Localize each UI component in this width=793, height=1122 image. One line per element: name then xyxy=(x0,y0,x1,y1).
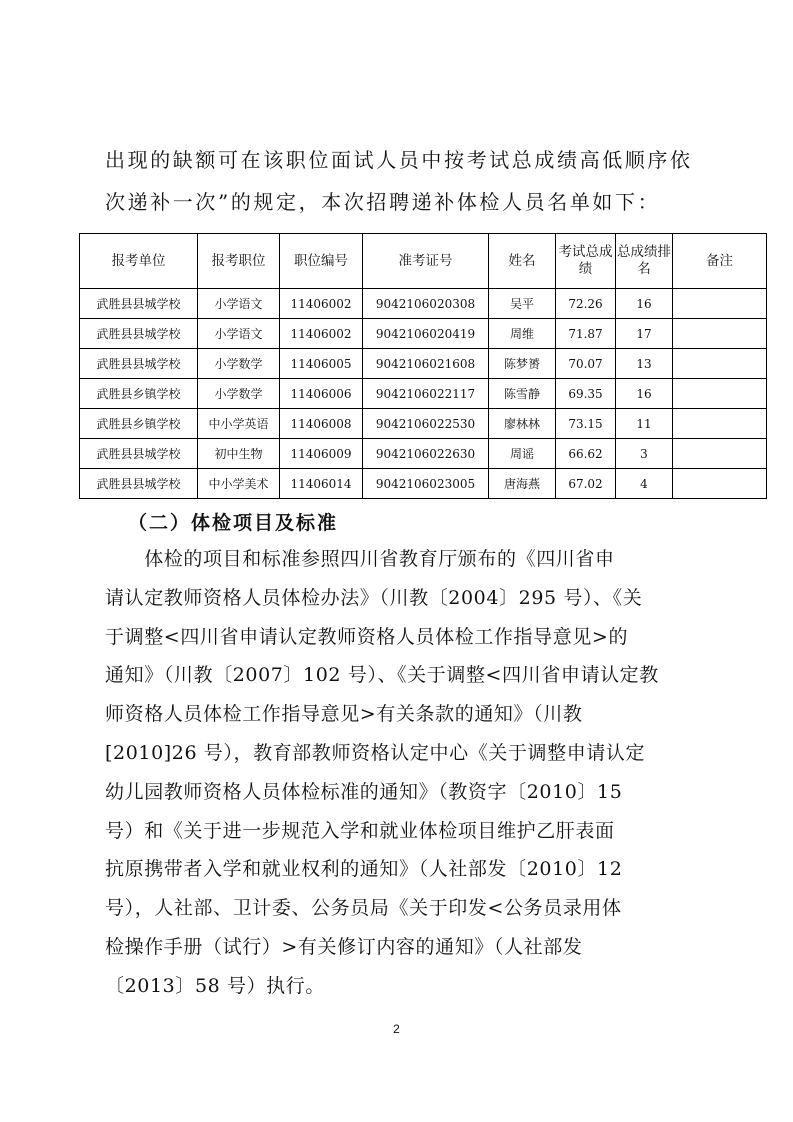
table-cell xyxy=(673,409,767,439)
table-cell: 武胜县乡镇学校 xyxy=(80,409,198,439)
table-cell: 11406002 xyxy=(280,289,363,319)
table-row xyxy=(80,469,767,499)
body-line: 抗原携带者入学和就业权利的通知》（人社部发〔2010〕12 xyxy=(105,858,623,881)
section-heading: （二）体检项目及标准 xyxy=(128,512,339,534)
table-cell: 初中生物 xyxy=(198,439,280,469)
table-cell: 9042106022630 xyxy=(363,439,489,469)
table-cell: 71.87 xyxy=(556,319,616,349)
table-cell: 武胜县县城学校 xyxy=(80,349,198,379)
table-cell: 陈梦赟 xyxy=(489,349,556,379)
body-paragraph xyxy=(105,540,725,1006)
table-cell: 武胜县县城学校 xyxy=(80,439,198,469)
table-cell: 吴平 xyxy=(489,289,556,319)
table-cell: 11406009 xyxy=(280,439,363,469)
table-cell: 11406002 xyxy=(280,319,363,349)
table-cell xyxy=(673,319,767,349)
table-cell: 11406008 xyxy=(280,409,363,439)
body-line: 号），人社部、卫计委、公务员局《关于印发<公务员录用体 xyxy=(105,897,622,920)
table-cell: 9042106021608 xyxy=(363,349,489,379)
header-cell: 准考证号 xyxy=(363,234,489,289)
table-row xyxy=(80,379,767,409)
table-cell xyxy=(673,439,767,469)
table-cell: 67.02 xyxy=(556,469,616,499)
table-cell: 17 xyxy=(616,319,673,349)
table-cell: 73.15 xyxy=(556,409,616,439)
table-cell: 70.07 xyxy=(556,349,616,379)
header-cell: 考试总成绩 xyxy=(556,234,616,289)
body-line: [2010]26 号），教育部教师资格认定中心《关于调整申请认定 xyxy=(105,741,646,764)
table-cell: 16 xyxy=(616,289,673,319)
table-row xyxy=(80,319,767,349)
table-cell: 唐海燕 xyxy=(489,469,556,499)
table-cell: 中小学美术 xyxy=(198,469,280,499)
body-line: 于调整<四川省申请认定教师资格人员体检工作指导意见>的 xyxy=(105,625,629,648)
table-cell: 66.62 xyxy=(556,439,616,469)
table-cell: 9042106022117 xyxy=(363,379,489,409)
table-cell: 小学语文 xyxy=(198,319,280,349)
table-cell: 11406006 xyxy=(280,379,363,409)
table-cell: 小学数学 xyxy=(198,349,280,379)
intro-line-2: 次递补一次”的规定，本次招聘递补体检人员名单如下： xyxy=(105,190,661,214)
body-line: 请认定教师资格人员体检办法》（川教〔2004〕295 号）、《关 xyxy=(105,586,643,609)
header-cell: 报考单位 xyxy=(80,234,198,289)
page-number: 2 xyxy=(393,1022,400,1036)
body-line: 体检的项目和标准参照四川省教育厅颁布的《四川省申 xyxy=(105,548,615,570)
table-cell: 小学语文 xyxy=(198,289,280,319)
supplementary-roster-table xyxy=(79,233,767,499)
table-cell: 11406014 xyxy=(280,469,363,499)
table-row xyxy=(80,439,767,469)
table-cell: 4 xyxy=(616,469,673,499)
header-cell: 职位编号 xyxy=(280,234,363,289)
body-line: 通知》（川教〔2007〕102 号）、《关于调整<四川省申请认定教 xyxy=(105,664,659,687)
header-cell: 备注 xyxy=(673,234,767,289)
body-line: 检操作手册（试行）>有关修订内容的通知》（人社部发 xyxy=(105,935,583,958)
table-cell: 武胜县县城学校 xyxy=(80,289,198,319)
table-cell xyxy=(673,289,767,319)
table-cell: 3 xyxy=(616,439,673,469)
table-cell: 小学数学 xyxy=(198,379,280,409)
table-cell: 武胜县县城学校 xyxy=(80,469,198,499)
table-cell xyxy=(673,349,767,379)
table-cell xyxy=(673,379,767,409)
table-cell: 69.35 xyxy=(556,379,616,409)
intro-line-1: 出现的缺额可在该职位面试人员中按考试总成绩高低顺序依 xyxy=(105,148,693,172)
header-cell: 姓名 xyxy=(489,234,556,289)
table-cell: 武胜县县城学校 xyxy=(80,319,198,349)
table-header-row xyxy=(80,234,767,289)
table-cell: 11406005 xyxy=(280,349,363,379)
table-row xyxy=(80,409,767,439)
body-line: 〔2013〕58 号）执行。 xyxy=(105,974,325,997)
table-cell: 陈雪静 xyxy=(489,379,556,409)
table-cell: 11 xyxy=(616,409,673,439)
table-cell: 13 xyxy=(616,349,673,379)
table-cell: 9042106022530 xyxy=(363,409,489,439)
body-line: 幼儿园教师资格人员体检标准的通知》（教资字〔2010〕15 xyxy=(105,780,623,803)
table-cell: 16 xyxy=(616,379,673,409)
table-cell: 9042106020419 xyxy=(363,319,489,349)
table-cell xyxy=(673,469,767,499)
body-line: 号）和《关于进一步规范入学和就业体检项目维护乙肝表面 xyxy=(105,819,615,842)
body-line: 师资格人员体检工作指导意见>有关条款的通知》（川教 xyxy=(105,703,583,726)
table-cell: 周维 xyxy=(489,319,556,349)
table-row xyxy=(80,349,767,379)
table-cell: 9042106020308 xyxy=(363,289,489,319)
table-cell: 廖林林 xyxy=(489,409,556,439)
table-cell: 9042106023005 xyxy=(363,469,489,499)
table-cell: 中小学英语 xyxy=(198,409,280,439)
table-cell: 周谣 xyxy=(489,439,556,469)
table-cell: 武胜县乡镇学校 xyxy=(80,379,198,409)
table-cell: 72.26 xyxy=(556,289,616,319)
header-cell: 报考职位 xyxy=(198,234,280,289)
table-row xyxy=(80,289,767,319)
header-cell: 总成绩排名 xyxy=(616,234,673,289)
